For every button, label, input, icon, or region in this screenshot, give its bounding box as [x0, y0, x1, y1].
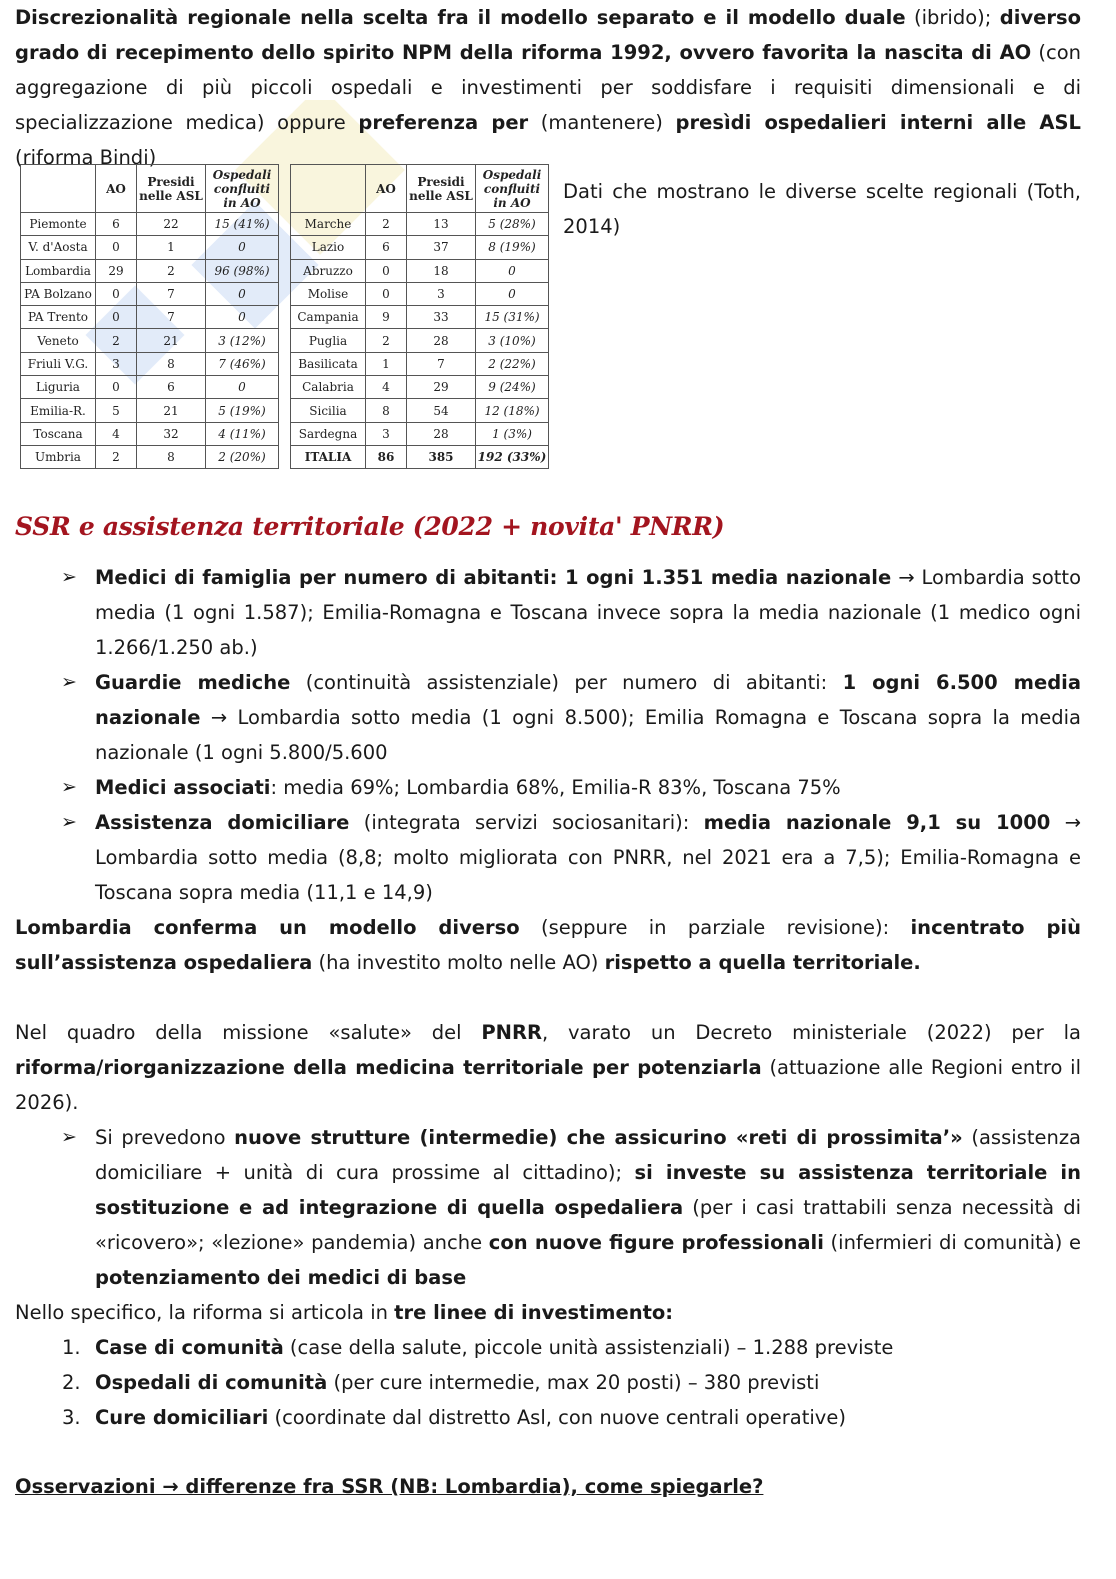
table-cell: 192 (33%): [476, 445, 549, 468]
list-item: ➢ Si prevedono nuove strutture (intermedie) che assicurino «reti di prossimita’» (assistenza domiciliare + unità di cura prossime al cittadino); si investe su assistenza territoriale in sostituzione e ad integrazione di quella ospedaliera (per i casi trattabili senza necessità di «ricovero»; «lezione» pandemia) anche con nuove figure professionali (infermieri di comunità) e potenziamento dei medici di base: [95, 1120, 1081, 1295]
table-cell: 0: [476, 259, 549, 282]
pnrr-list: [15, 1120, 1081, 1295]
region-name-cell: Piemonte: [21, 213, 96, 236]
table-cell: 4: [366, 376, 407, 399]
table-cell: 2: [96, 445, 137, 468]
table-row: [21, 282, 279, 305]
table-cell: 0: [96, 282, 137, 305]
table-cell: 0: [206, 376, 279, 399]
table-row: [21, 259, 279, 282]
table-cell: 15 (31%): [476, 306, 549, 329]
table-cell: 5: [96, 399, 137, 422]
section-title: SSR e assistenza territoriale (2022 + novita' PNRR): [15, 512, 725, 541]
table-cell: 3: [96, 352, 137, 375]
table-cell: 7: [407, 352, 476, 375]
table-cell: 86: [366, 445, 407, 468]
table-cell: 8: [366, 399, 407, 422]
table-cell: 0: [96, 236, 137, 259]
table-cell: 9: [366, 306, 407, 329]
arrow-bullet-icon: ➢: [61, 776, 77, 798]
list-item: ➢ Medici associati: media 69%; Lombardia 68%, Emilia-R 83%, Toscana 75%: [95, 770, 1081, 805]
table-header: [21, 165, 96, 213]
region-name-cell: Lombardia: [21, 259, 96, 282]
region-name-cell: Lazio: [291, 236, 366, 259]
regional-table-right: [290, 164, 549, 469]
arrow-bullet-icon: ➢: [61, 811, 77, 833]
table-row: [291, 376, 549, 399]
table-cell: 96 (98%): [206, 259, 279, 282]
table-cell: 21: [137, 399, 206, 422]
table-row: [291, 329, 549, 352]
table-row: [291, 399, 549, 422]
table-cell: 33: [407, 306, 476, 329]
table-cell: 385: [407, 445, 476, 468]
table-row: [291, 213, 549, 236]
list-item: ➢ Guardie mediche (continuità assistenziale) per numero di abitanti: 1 ogni 6.500 media nazionale → Lombardia sotto media (1 ogni 8.500); Emilia Romagna e Toscana sopra la media nazionale (1 ogni 5.800/5.600: [95, 665, 1081, 770]
list-item: 2. Ospedali di comunità (per cure intermedie, max 20 posti) – 380 previsti: [62, 1371, 820, 1394]
observations-heading: Osservazioni → differenze fra SSR (NB: Lombardia), come spiegarle?: [15, 1475, 764, 1498]
table-row: [21, 306, 279, 329]
arrow-bullet-icon: ➢: [61, 671, 77, 693]
list-item: ➢ Assistenza domiciliare (integrata servizi sociosanitari): media nazionale 9,1 su 1000 → Lombardia sotto media (8,8; molto migliorata con PNRR, nel 2021 era a 7,5); Emilia-Romagna e Toscana sopra media (11,1 e 14,9): [95, 805, 1081, 910]
pnrr-section: [15, 1015, 1081, 1435]
region-name-cell: Sicilia: [291, 399, 366, 422]
table-cell: 18: [407, 259, 476, 282]
table-cell: 2 (22%): [476, 352, 549, 375]
table-cell: 3 (10%): [476, 329, 549, 352]
region-name-cell: Emilia-R.: [21, 399, 96, 422]
table-cell: 5 (28%): [476, 213, 549, 236]
region-name-cell: PA Bolzano: [21, 282, 96, 305]
table-header: Ospedali confluiti in AO: [206, 165, 279, 213]
territorial-section: [15, 560, 1081, 980]
region-name-cell: Umbria: [21, 445, 96, 468]
table-cell: 29: [96, 259, 137, 282]
region-name-cell: PA Trento: [21, 306, 96, 329]
table-cell: 4 (11%): [206, 422, 279, 445]
region-name-cell: Puglia: [291, 329, 366, 352]
table-row: [291, 236, 549, 259]
table-cell: 0: [476, 282, 549, 305]
table-cell: 8 (19%): [476, 236, 549, 259]
region-name-cell: Molise: [291, 282, 366, 305]
table-row: [291, 282, 549, 305]
table-cell: 2: [137, 259, 206, 282]
table-cell: 22: [137, 213, 206, 236]
region-name-cell: Veneto: [21, 329, 96, 352]
table-cell: 7 (46%): [206, 352, 279, 375]
table-row: [21, 329, 279, 352]
table-cell: 0: [206, 306, 279, 329]
table-row: [291, 422, 549, 445]
region-name-cell: Sardegna: [291, 422, 366, 445]
region-name-cell: Friuli V.G.: [21, 352, 96, 375]
table-row: [21, 236, 279, 259]
table-cell: 32: [137, 422, 206, 445]
table-cell: 3 (12%): [206, 329, 279, 352]
table-row: [291, 259, 549, 282]
region-name-cell: Calabria: [291, 376, 366, 399]
table-cell: 3: [366, 422, 407, 445]
table-cell: 0: [206, 236, 279, 259]
list-item: 3. Cure domiciliari (coordinate dal distretto Asl, con nuove centrali operative): [62, 1406, 846, 1429]
intro-paragraph: Discrezionalità regionale nella scelta fra il modello separato e il modello duale (ibrido); diverso grado di recepimento dello spirito NPM della riforma 1992, ovvero favorita la nascita di AO (con aggregazione di più piccoli ospedali e investimenti per soddisfare i requisiti dimensionali e di specializzazione medica) oppure preferenza per (mantenere) presìdi ospedalieri interni alle ASL (riforma Bindi): [15, 6, 1081, 169]
table-cell: 12 (18%): [476, 399, 549, 422]
table-header: Ospedali confluiti in AO: [476, 165, 549, 213]
table-cell: 4: [96, 422, 137, 445]
lombardia-paragraph: Lombardia conferma un modello diverso (seppure in parziale revisione): incentrato più sull’assistenza ospedaliera (ha investito molto nelle AO) rispetto a quella territoriale.: [15, 916, 1081, 974]
table-row: [291, 306, 549, 329]
table-header: [291, 165, 366, 213]
table-header: AO: [96, 165, 137, 213]
table-cell: 8: [137, 445, 206, 468]
table-cell: 0: [366, 282, 407, 305]
table-header: Presidi nelle ASL: [137, 165, 206, 213]
table-row: [21, 445, 279, 468]
pnrr-paragraph: Nel quadro della missione «salute» del PNRR, varato un Decreto ministeriale (2022) per la riforma/riorganizzazione della medicina territoriale per potenziarla (attuazione alle Regioni entro il 2026).: [15, 1021, 1082, 1114]
table-cell: 54: [407, 399, 476, 422]
table-cell: 21: [137, 329, 206, 352]
table-header: AO: [366, 165, 407, 213]
table-cell: 2: [366, 329, 407, 352]
table-cell: 37: [407, 236, 476, 259]
table-cell: 6: [137, 376, 206, 399]
regional-table-left: [20, 164, 279, 469]
table-cell: 6: [366, 236, 407, 259]
table-cell: 0: [96, 376, 137, 399]
table-cell: 0: [206, 282, 279, 305]
table-cell: 1: [137, 236, 206, 259]
table-row: [21, 352, 279, 375]
table-caption: Dati che mostrano le diverse scelte regionali (Toth, 2014): [563, 180, 1081, 238]
table-cell: 2: [366, 213, 407, 236]
region-name-cell: Marche: [291, 213, 366, 236]
table-cell: 1 (3%): [476, 422, 549, 445]
table-cell: 15 (41%): [206, 213, 279, 236]
region-name-cell: V. d'Aosta: [21, 236, 96, 259]
table-row: [291, 445, 549, 468]
list-item: ➢ Medici di famiglia per numero di abitanti: 1 ogni 1.351 media nazionale → Lombardia sotto media (1 ogni 1.587); Emilia-Romagna e Toscana invece sopra la media nazionale (1 medico ogni 1.266/1.250 ab.): [95, 560, 1081, 665]
region-name-cell: ITALIA: [291, 445, 366, 468]
table-cell: 7: [137, 282, 206, 305]
regional-tables: [20, 164, 549, 469]
table-row: [21, 399, 279, 422]
arrow-bullet-icon: ➢: [61, 566, 77, 588]
table-header: Presidi nelle ASL: [407, 165, 476, 213]
table-cell: 8: [137, 352, 206, 375]
table-cell: 6: [96, 213, 137, 236]
table-cell: 2 (20%): [206, 445, 279, 468]
list-item: 1. Case di comunità (case della salute, piccole unità assistenziali) – 1.288 previste: [62, 1336, 894, 1359]
table-cell: 9 (24%): [476, 376, 549, 399]
table-row: [291, 352, 549, 375]
table-cell: 29: [407, 376, 476, 399]
table-cell: 7: [137, 306, 206, 329]
table-row: [21, 376, 279, 399]
region-name-cell: Abruzzo: [291, 259, 366, 282]
table-cell: 28: [407, 422, 476, 445]
region-name-cell: Basilicata: [291, 352, 366, 375]
arrow-bullet-icon: ➢: [61, 1126, 77, 1148]
region-name-cell: Campania: [291, 306, 366, 329]
table-cell: 3: [407, 282, 476, 305]
region-name-cell: Toscana: [21, 422, 96, 445]
indicators-list: [15, 560, 1081, 910]
table-cell: 5 (19%): [206, 399, 279, 422]
table-cell: 0: [96, 306, 137, 329]
table-cell: 13: [407, 213, 476, 236]
region-name-cell: Liguria: [21, 376, 96, 399]
investment-lines-list: [15, 1330, 1081, 1435]
table-row: [21, 422, 279, 445]
table-cell: 0: [366, 259, 407, 282]
table-cell: 1: [366, 352, 407, 375]
table-row: [21, 213, 279, 236]
table-cell: 2: [96, 329, 137, 352]
investment-lines-intro: Nello specifico, la riforma si articola in tre linee di investimento:: [15, 1301, 674, 1324]
table-cell: 28: [407, 329, 476, 352]
